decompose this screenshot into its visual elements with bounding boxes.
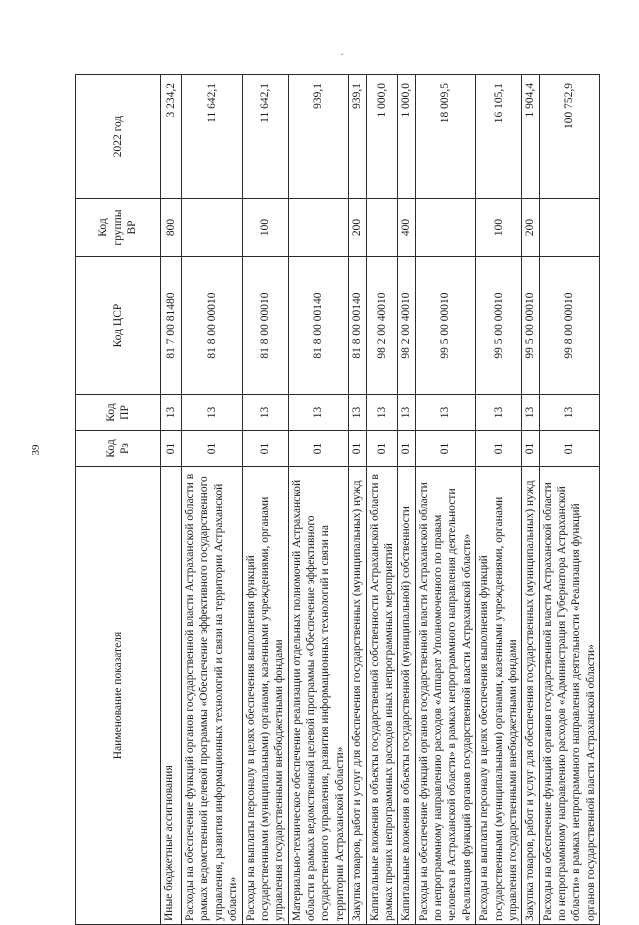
cell-name: Расходы на выплаты персоналу в целях обеспечения выполнения функций государственными (муниципальными) органами, казенными учреждениями, органами управления государственными внебюджетными фондами [242, 467, 288, 925]
cell-vr: 100 [476, 199, 522, 257]
cell-rz: 01 [476, 431, 522, 467]
header-pr: Код ПР [76, 395, 161, 431]
cell-year: 1 904,4 [522, 75, 539, 199]
budget-table [75, 74, 600, 925]
cell-name: Расходы на обеспечение функций органов государственной власти Астраханской области по непрограммному направлению расходов «Аппарат Уполномоченного по правам человека в Астраханской области» в рамках непрограммного направления деятельности «Реализация функций органов государственной власти Астраханской области» [415, 467, 476, 925]
cell-name: Расходы на обеспечение функций органов государственной власти Астраханской области в рамках ведомственной целевой программы «Обеспечение эффективного государственного управления, развития информационных технологий и связи на территории Астраханской области» [182, 467, 243, 925]
cell-year: 3 234,2 [161, 75, 182, 199]
cell-pr: 13 [242, 395, 288, 431]
cell-pr: 13 [415, 395, 476, 431]
header-vr: Код группы ВР [76, 199, 161, 257]
cell-rz: 01 [415, 431, 476, 467]
cell-pr: 13 [288, 395, 349, 431]
cell-vr: 200 [349, 199, 366, 257]
cell-vr: 800 [161, 199, 182, 257]
cell-vr [182, 199, 243, 257]
cell-rz: 01 [539, 431, 600, 467]
cell-year: 18 009,5 [415, 75, 476, 199]
cell-pr: 13 [522, 395, 539, 431]
cell-rz: 01 [522, 431, 539, 467]
cell-rz: 01 [288, 431, 349, 467]
cell-name: Материально-техническое обеспечение реализации отдельных полномочий Астраханской области в рамках ведомственной целевой программы «Обеспечение эффективного государственного управления, развития информационных технологий и связи на территории Астраханской области» [288, 467, 349, 925]
cell-name: Расходы на обеспечение функций органов государственной власти Астраханской области по непрограммному направлению расходов «Администрация Губернатора Астраханской области» в рамках непрограммного направления деятельности «Реализация функций органов государственной власти Астраханской области» [539, 467, 600, 925]
table-row [539, 75, 600, 925]
cell-csr: 99 5 00 00010 [522, 257, 539, 395]
cell-csr: 81 8 00 00140 [349, 257, 366, 395]
table-row [415, 75, 476, 925]
cell-pr: 13 [476, 395, 522, 431]
cell-csr: 99 8 00 00010 [539, 257, 600, 395]
cell-csr: 99 5 00 00010 [476, 257, 522, 395]
budget-table-rotated [75, 75, 597, 925]
page-number: 39 [30, 444, 42, 456]
cell-csr: 81 8 00 00010 [182, 257, 243, 395]
cell-pr: 13 [398, 395, 415, 431]
table-row [398, 75, 415, 925]
cell-csr: 98 2 00 40010 [398, 257, 415, 395]
cell-rz: 01 [161, 431, 182, 467]
cell-pr: 13 [161, 395, 182, 431]
table-row [288, 75, 349, 925]
table-row [242, 75, 288, 925]
cell-csr: 98 2 00 40010 [366, 257, 398, 395]
cell-pr: 13 [539, 395, 600, 431]
cell-rz: 01 [398, 431, 415, 467]
table-row [522, 75, 539, 925]
cell-pr: 13 [349, 395, 366, 431]
header-name: Наименование показателя [76, 467, 161, 925]
cell-year: 939,1 [288, 75, 349, 199]
table-row [349, 75, 366, 925]
table-row [366, 75, 398, 925]
cell-pr: 13 [182, 395, 243, 431]
cell-rz: 01 [182, 431, 243, 467]
cell-vr: 200 [522, 199, 539, 257]
cell-year: 1 000,0 [366, 75, 398, 199]
header-csr: Код ЦСР [76, 257, 161, 395]
cell-year: 16 105,1 [476, 75, 522, 199]
cell-rz: 01 [366, 431, 398, 467]
cell-year: 11 642,1 [242, 75, 288, 199]
cell-vr: 400 [398, 199, 415, 257]
cell-vr: 100 [242, 199, 288, 257]
cell-name: Закупка товаров, работ и услуг для обеспечения государственных (муниципальных) нужд [349, 467, 366, 925]
cell-year: 100 752,9 [539, 75, 600, 199]
cell-csr: 81 8 00 00010 [242, 257, 288, 395]
cell-vr [288, 199, 349, 257]
cell-name: Расходы на выплаты персоналу в целях обеспечения выполнения функций государственными (муниципальными) органами, казенными учреждениями, органами управления государственными внебюджетными фондами [476, 467, 522, 925]
cell-rz: 01 [349, 431, 366, 467]
cell-rz: 01 [242, 431, 288, 467]
cell-year: 1 000,0 [398, 75, 415, 199]
cell-csr: 81 7 00 81480 [161, 257, 182, 395]
cell-vr [415, 199, 476, 257]
cell-name: Капитальные вложения в объекты государственной (муниципальной) собственности [398, 467, 415, 925]
scan-speck: · [340, 47, 344, 61]
cell-csr: 81 8 00 00140 [288, 257, 349, 395]
cell-name: Капитальные вложения в объекты государственной собственности Астраханской области в рамках прочих непрограммных расходов иных непрограммных мероприятий [366, 467, 398, 925]
cell-name: Иные бюджетные ассигнования [161, 467, 182, 925]
table-row [161, 75, 182, 925]
cell-csr: 99 5 00 00010 [415, 257, 476, 395]
cell-year: 939,1 [349, 75, 366, 199]
cell-pr: 13 [366, 395, 398, 431]
header-rz: Код Рз [76, 431, 161, 467]
table-header-row [76, 75, 161, 925]
table-row [476, 75, 522, 925]
cell-year: 11 642,1 [182, 75, 243, 199]
cell-name: Закупка товаров, работ и услуг для обеспечения государственных (муниципальных) нужд [522, 467, 539, 925]
table-row [182, 75, 243, 925]
cell-vr [539, 199, 600, 257]
header-year: 2022 год [76, 75, 161, 199]
cell-vr [366, 199, 398, 257]
